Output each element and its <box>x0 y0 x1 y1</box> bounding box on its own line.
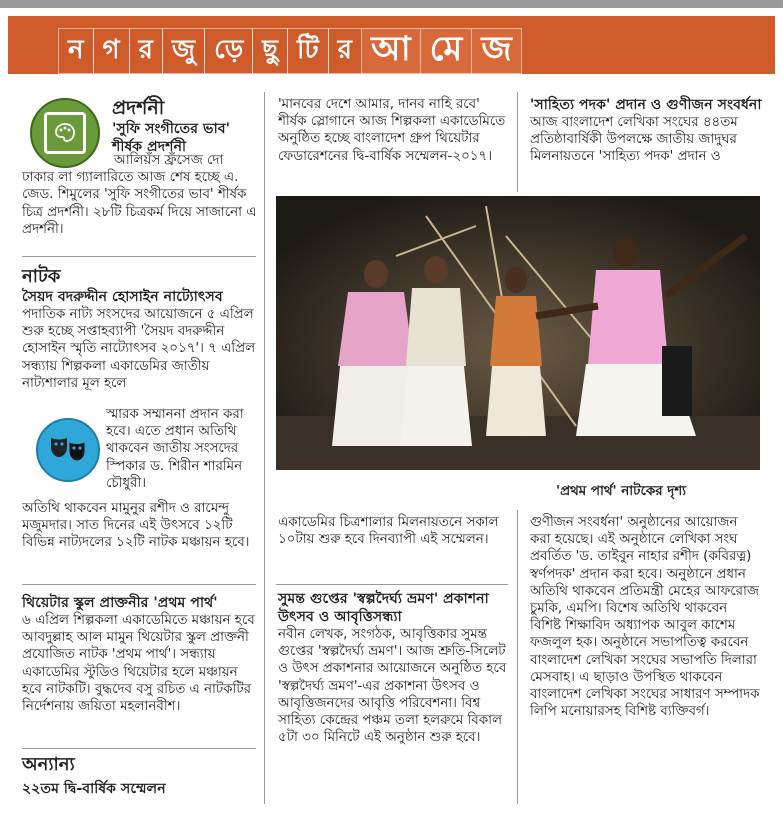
theatre-title: থিয়েটার স্কুল প্রাক্তনীর 'প্রথম পার্থ' <box>22 595 218 611</box>
section-divider <box>22 256 256 257</box>
banner-letter: র <box>328 28 362 74</box>
top-rule <box>0 0 783 8</box>
section-divider <box>276 584 508 585</box>
exhibition-subtitle: 'সুফি সংগীতের ভাব' <box>112 121 230 137</box>
drama-article-end <box>22 500 258 552</box>
banner-letter: ড়ে <box>204 28 253 74</box>
award-body: গুণীজন সংবর্ধনা' অনুষ্ঠানের আয়োজন করা হয়েছে। এই অনুষ্ঠানে লেখিকা সংঘ প্রবর্তিত 'ড. তাইবুন নাহার রশীদ (কবিরত্ন) স্বর্ণপদক' প্রদান করা হবে। অনুষ্ঠানে প্রধান অতিথি থাকবেন প্রতিমন্ত্রী মেহের আফরোজ চুমকি, এমপি। বিশেষ অতিথি থাকবেন বিশিষ্ট শিক্ষাবিদ অধ্যাপক আবুল কাশেম ফজলুল হক। অনুষ্ঠানে সভাপতিত্ব করবেন বাংলাদেশ লেখিকা সংঘের সভাপতি দিলারা মেসবাহ। এ ছাড়াও উপস্থিত থাকবেন বাংলাদেশ লেখিকা সংঘের সাধারণ সম্পাদক লিপি মনোয়ারসহ বিশিষ্ট ব্যক্তিবর্গ। <box>530 515 760 720</box>
award-body: আজ বাংলাদেশ লেখিকা সংঘের ৪৪তম প্রতিষ্ঠাবার্ষিকী উপলক্ষে জাতীয় জাদুঘর মিলনায়তনে 'সাহিত্য পদক' প্রদান ও <box>530 115 738 165</box>
other-article <box>22 754 258 798</box>
exhibition-body: আলিয়ঁস ফ্রঁসেজ দো ঢাকার লা গ্যালারিতে আজ শেষ হচ্ছে এ. জেড. শিমুলের 'সুফি সংগীতের ভাব' শীর্ষক চিত্র প্রদর্শনী। ২৮টি চিত্রকর্ম দিয়ে সাজানো এ প্রদর্শনী। <box>22 153 257 237</box>
theatre-body: ৬ এপ্রিল শিল্পকলা একাডেমিতে মঞ্চায়ন হবে আবদুল্লাহ আল মামুন থিয়েটার স্কুল প্রাক্তনী প্রযোজিত নাটক 'প্রথম পার্থ'। সন্ধ্যায় একাডেমির স্টুডিও থিয়েটার হলে মঞ্চায়ন হবে নাটকটি। বুদ্ধদেব বসু রচিত এ নাটকটির নির্দেশনায় জয়িতা মহলানবীশ। <box>22 613 255 715</box>
exhibition-article <box>22 152 258 238</box>
banner-letter: ছু <box>252 28 288 74</box>
exhibition-subtitle: শীর্ষক প্রদর্শনী <box>112 139 187 155</box>
other-section-title: অন্যান্য <box>22 754 75 775</box>
recitation-body: নবীন লেখক, সংগঠক, আবৃত্তিকার সুমন্ত গুপ্তের 'স্বল্পদৈর্ঘ্য ভ্রমণ'। আজ শ্রুতি-সিলেট ও উৎস প্রকাশনার আয়োজনে অনুষ্ঠিত হবে 'স্বল্পদৈর্ঘ্য ভ্রমণ'-এর প্রকাশনা উৎসব ও আবৃত্তিজনদের আবৃত্তি পরিবেশনা। বিশ্ব সাহিত্য কেন্দ্রের পঞ্চম তলা হলরুমে বিকাল ৫টা ৩০ মিনিটে এই অনুষ্ঠান শুরু হবে। <box>278 627 507 746</box>
exhibition-heading-block <box>112 96 260 156</box>
column-divider <box>517 510 518 804</box>
banner-letter: জ <box>471 28 521 74</box>
photo-caption: 'প্রথম পার্থ' নাটকের দৃশ্য <box>556 484 687 499</box>
award-article-cont <box>530 514 762 720</box>
column-divider <box>517 92 518 192</box>
award-title: 'সাহিত্য পদক' প্রদান ও গুণীজন সংবর্ধনা <box>530 97 762 113</box>
federation-body: 'মানবের দেশে আমার, দানব নাহি রবে' শীর্ষক স্লোগানে আজ শিল্পকলা একাডেমিতে অনুষ্ঠিত হচ্ছে বাংলাদেশ গ্রুপ থিয়েটার ফেডারেশনের দ্বি-বার্ষিক সম্মেলন-২০১৭। <box>278 97 506 164</box>
banner-letter: টি <box>287 28 329 74</box>
section-divider <box>22 748 256 749</box>
award-article <box>530 96 762 166</box>
drama-body: অতিথি থাকবেন মামুনুর রশীদ ও রামেন্দু মজুমদার। সাত দিনের এই উৎসবে ১২টি বিভিন্ন নাট্যদলের ১২টি নাটক মঞ্চায়ন হবে। <box>22 501 250 551</box>
banner-letter: আ <box>361 28 421 74</box>
column-divider <box>264 92 265 804</box>
drama-section-title: নাটক <box>22 266 61 287</box>
theatre-masks-icon <box>36 418 100 482</box>
stage-photo <box>276 196 760 470</box>
other-subtitle: ২২তম দ্বি-বার্ষিক সম্মেলন <box>22 781 166 797</box>
drama-body: স্মারক সম্মাননা প্রদান করা হবে। এতে প্রধান অতিথি থাকবেন জাতীয় সংসদের স্পিকার ড. শিরীন শারমিন চৌধুরী। <box>106 407 244 491</box>
recitation-article <box>278 590 508 746</box>
banner-letter: জু <box>162 28 205 74</box>
recitation-title: সুমন্ত গুপ্তের 'স্বল্পদৈর্ঘ্য ভ্রমণ' প্রকাশনা উৎসব ও আবৃত্তিসন্ধ্যা <box>278 591 489 625</box>
federation-article <box>278 96 508 165</box>
drama-article <box>22 266 258 392</box>
exhibition-title: প্রদর্শনী <box>112 97 165 119</box>
section-divider <box>22 584 256 585</box>
banner-letter: গ <box>93 28 130 74</box>
banner-letter: র <box>129 28 163 74</box>
theatre-article <box>22 594 258 715</box>
banner-title <box>58 28 521 74</box>
federation-article-cont <box>278 514 508 548</box>
drama-subtitle: সৈয়দ বদরুদ্দীন হোসাইন নাট্যোৎসব <box>22 289 223 305</box>
section-banner <box>8 16 775 74</box>
federation-body: একাডেমির চিত্রশালার মিলনায়তনে সকাল ১০টায় শুরু হবে দিনব্যাপী এই সম্মেলন। <box>278 515 499 548</box>
drama-body: পদাতিক নাট্য সংসদের আয়োজনে ৫ এপ্রিল শুরু হচ্ছে সপ্তাহব্যাপী 'সৈয়দ বদরুদ্দীন হোসাইন স্মৃতি নাট্যোৎসব ২০১৭'। ৭ এপ্রিল সন্ধ্যায় শিল্পকলা একাডেমির জাতীয় নাট্যশালার মূল হলে <box>22 307 256 391</box>
drama-article-wrap <box>106 406 258 492</box>
banner-letter: ন <box>58 28 94 74</box>
banner-letter: মে <box>420 28 473 74</box>
